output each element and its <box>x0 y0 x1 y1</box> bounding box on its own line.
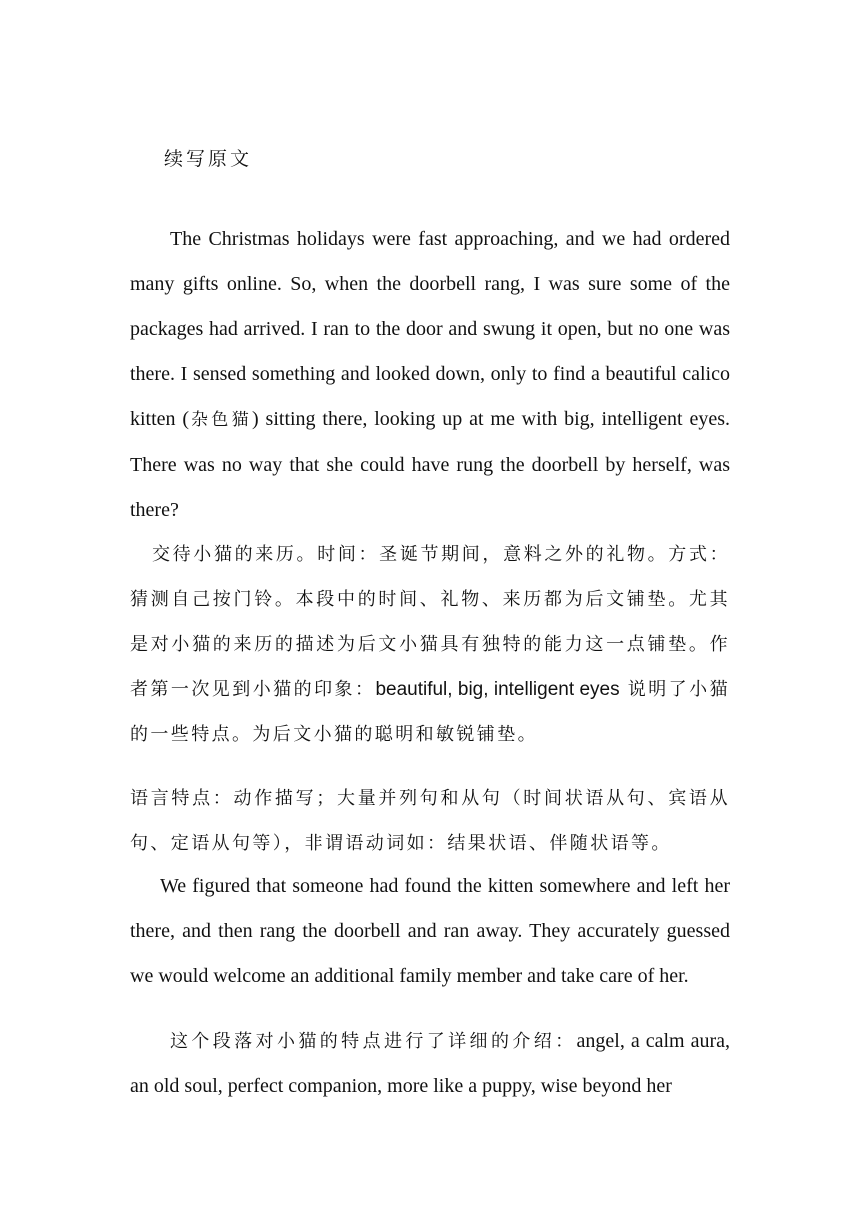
section-heading: 续写原文 <box>164 148 253 170</box>
analysis-note-1 <box>130 532 730 757</box>
language-features-note: 语言特点：动作描写；大量并列句和从句（时间状语从句、宾语从句、定语从句等），非谓语动词如：结果状语、伴随状语等。 <box>130 788 730 854</box>
story-paragraph-1-part1: The Christmas holidays were fast approaching, and we had ordered many gifts online. So, when the doorbell rang, I was sure some of the packages had arrived. I ran to the door and swung it open, but no one was there. I sensed something and looked down, only to find a beautiful calico kitten ( <box>130 228 730 430</box>
analysis-note-1-part1: 交待小猫的来历。时间：圣诞节期间，意料之外的礼物。方式：猜测自己按门铃。本段中的时间、礼物、来历都为后文铺垫。尤其是对小猫的来历的描述为后文小猫具有独特的能力这一点铺垫。作者第一次见到小猫的印象： <box>130 544 730 700</box>
document-page <box>130 0 730 1216</box>
analysis-note-3-en: angel, a calm aura, an old soul, perfect companion, more like a puppy, wise beyond her <box>130 1030 730 1097</box>
analysis-note-3-zh: 这个段落对小猫的特点进行了详细的介绍： <box>170 1031 577 1052</box>
analysis-note-3 <box>130 1019 730 1109</box>
story-paragraph-1-part2: ) sitting there, looking up at me with big, intelligent eyes. There was no way that she could have rung the doorbell by herself, was there? <box>130 408 731 521</box>
analysis-note-1-part2: 说明了小猫的一些特点。为后文小猫的聪明和敏锐铺垫。 <box>130 679 730 745</box>
calico-cat-gloss: 杂色猫 <box>189 410 253 430</box>
story-paragraph-1 <box>130 217 730 533</box>
analysis-note-1-keywords: beautiful, big, intelligent eyes <box>375 679 620 700</box>
story-paragraph-2: We figured that someone had found the kitten somewhere and left her there, and then rang the doorbell and ran away. They accurately guessed we would welcome an additional family member and take care of her. <box>130 875 730 987</box>
